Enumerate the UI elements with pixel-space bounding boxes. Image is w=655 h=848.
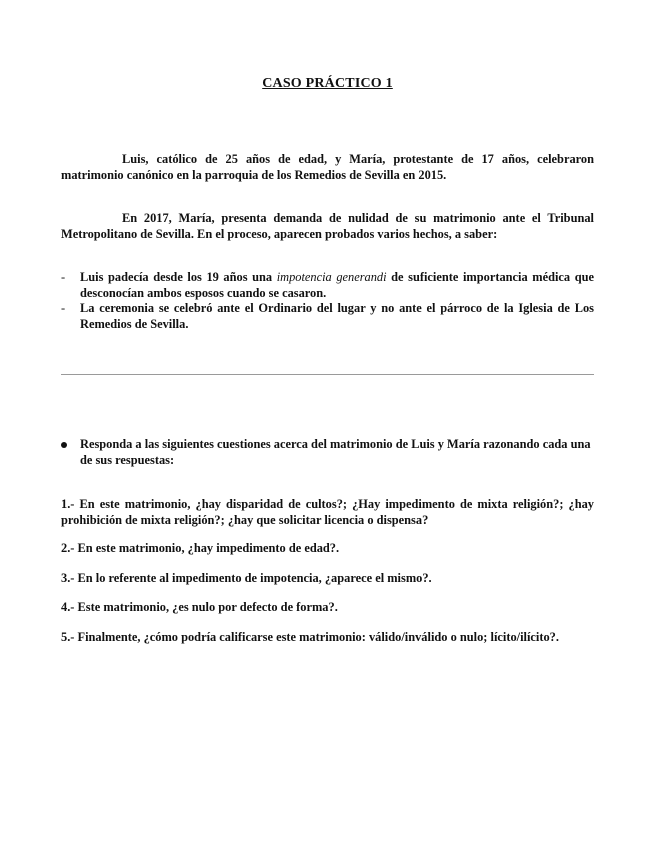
list-dash: - — [61, 301, 66, 315]
question-2: 2.- En este matrimonio, ¿hay impedimento de edad?. — [61, 541, 340, 555]
fact-item-2 — [61, 301, 594, 332]
fact-1-text-start: Luis padecía desde los 19 años una — [80, 270, 277, 284]
fact-item-1 — [61, 270, 594, 301]
proven-facts-list — [61, 270, 594, 332]
case-paragraph-1: Luis, católico de 25 años de edad, y María, protestante de 17 años, celebraron matrimonio canónico en la parroquia de los Remedios de Sevilla en 2015. — [61, 152, 594, 182]
case-paragraph-2: En 2017, María, presenta demanda de nulidad de su matrimonio ante el Tribunal Metropolitano de Sevilla. En el proceso, aparecen probados varios hechos, a saber: — [61, 211, 594, 241]
question-5: 5.- Finalmente, ¿cómo podría calificarse este matrimonio: válido/inválido o nulo; lícito/ilícito?. — [61, 630, 559, 644]
fact-1-text-end: de suficiente importancia médica que desconocían ambos esposos cuando se casaron. — [80, 270, 594, 300]
bullet-dot-icon — [61, 442, 67, 448]
question-3: 3.- En lo referente al impedimento de impotencia, ¿aparece el mismo?. — [61, 571, 432, 585]
list-dash: - — [61, 270, 66, 284]
fact-2-text: La ceremonia se celebró ante el Ordinario del lugar y no ante el párroco de la Iglesia de Los Remedios de Sevilla. — [80, 301, 594, 331]
question-4: 4.- Este matrimonio, ¿es nulo por defecto de forma?. — [61, 600, 338, 614]
document-title: CASO PRÁCTICO 1 — [262, 76, 393, 91]
question-1: 1.- En este matrimonio, ¿hay disparidad de cultos?; ¿Hay impedimento de mixta religión?; ¿hay prohibición de mixta religión?; ¿hay que solicitar licencia o dispensa? — [61, 497, 594, 527]
instruction-text: Responda a las siguientes cuestiones acerca del matrimonio de Luis y María razonando cada una de sus respuestas: — [80, 437, 591, 467]
horizontal-divider — [61, 374, 594, 375]
fact-1-italic-term: impotencia generandi — [276, 270, 387, 284]
instruction-bullet — [61, 437, 594, 468]
